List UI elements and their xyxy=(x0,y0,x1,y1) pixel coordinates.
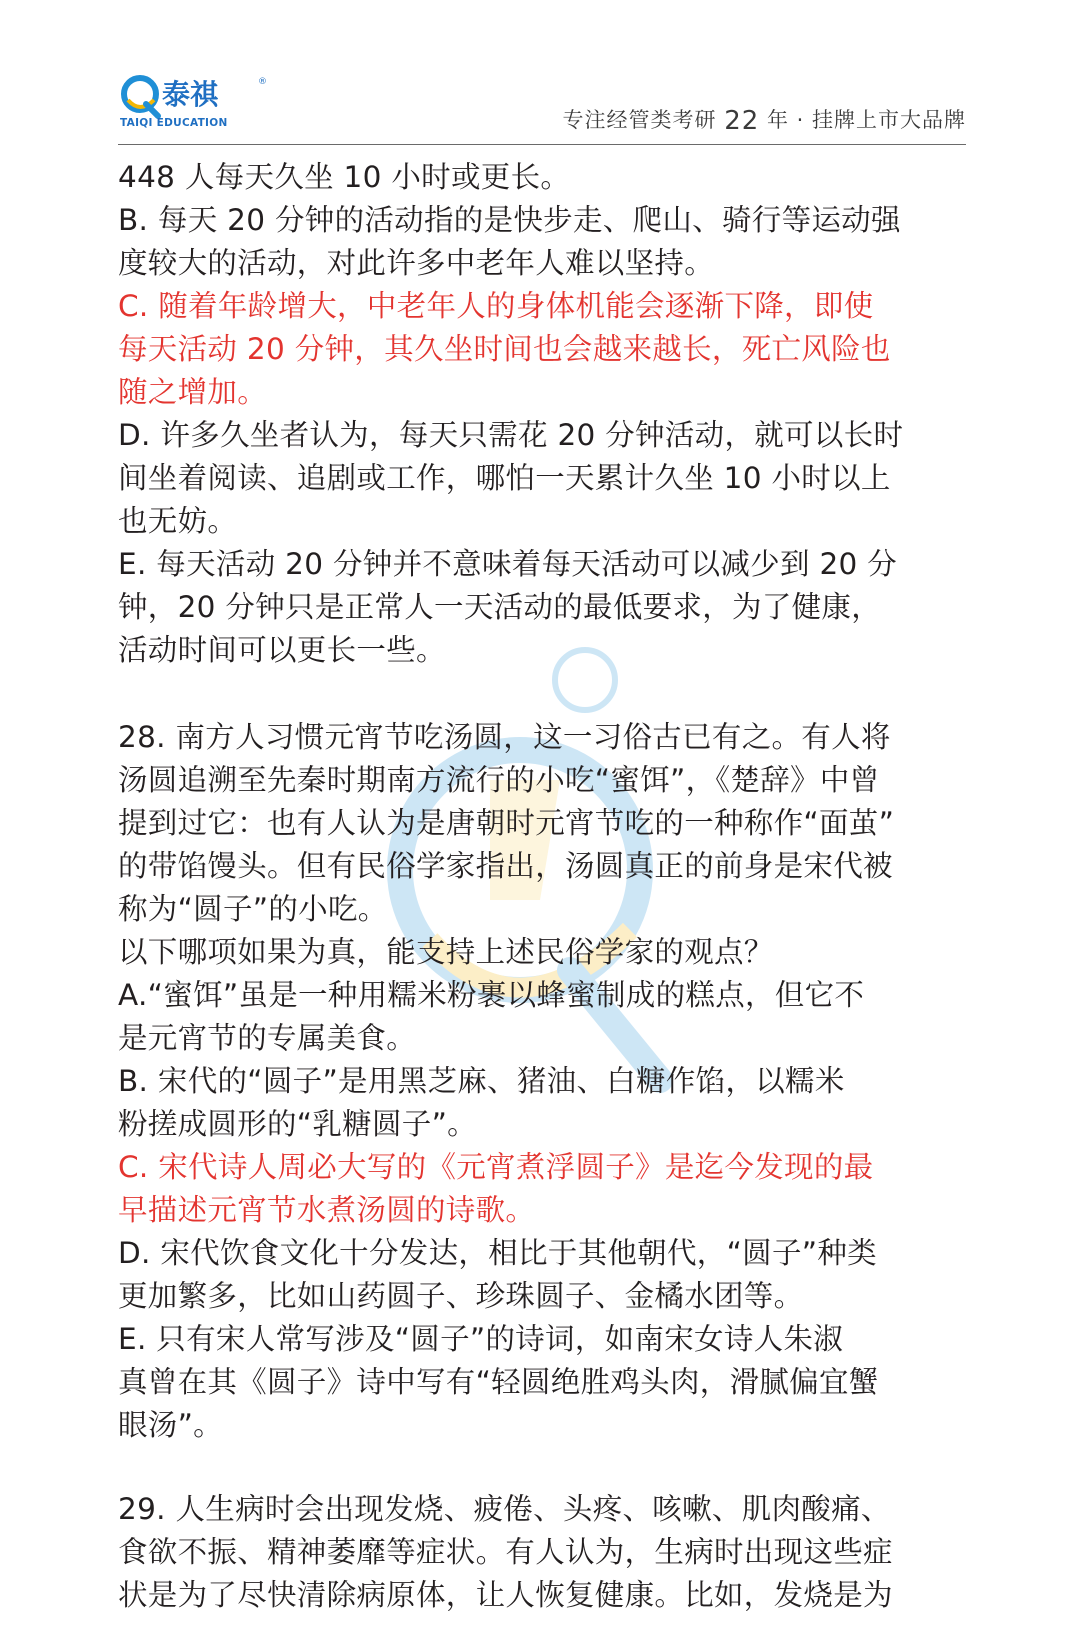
text-line: D. 许多久坐者认为，每天只需花 20 分钟活动，就可以长时 xyxy=(118,418,904,452)
q28-option-a xyxy=(118,974,968,1060)
text-line: 448 人每天久坐 10 小时或更长。 xyxy=(118,160,571,194)
tagline-years: 22 xyxy=(724,106,760,136)
text-line: D. 宋代饮食文化十分发达，相比于其他朝代，“圆子”种类 xyxy=(118,1236,877,1270)
q28-stem xyxy=(118,716,968,931)
page-content xyxy=(118,156,968,1617)
text-line: B. 每天 20 分钟的活动指的是快步走、爬山、骑行等运动强 xyxy=(118,203,901,237)
text-line: 钟，20 分钟只是正常人一天活动的最低要求，为了健康， xyxy=(118,590,882,624)
tagline-suffix: 年 · 挂牌上市大品牌 xyxy=(759,108,966,132)
q28-option-d xyxy=(118,1232,968,1318)
text-line: 每天活动 20 分钟，其久坐时间也会越来越长，死亡风险也 xyxy=(118,332,891,366)
q27-tail xyxy=(118,156,968,199)
text-line: 也无妨。 xyxy=(118,504,238,538)
q27-option-d xyxy=(118,414,968,543)
q27-option-c-answer xyxy=(118,285,968,414)
text-line: C. 随着年龄增大，中老年人的身体机能会逐渐下降，即使 xyxy=(118,289,874,323)
text-line: 早描述元宵节水煮汤圆的诗歌。 xyxy=(118,1193,536,1227)
text-line: 活动时间可以更长一些。 xyxy=(118,633,446,667)
text-line: 的带馅馒头。但有民俗学家指出，汤圆真正的前身是宋代被 xyxy=(118,849,893,883)
text-line: E. 每天活动 20 分钟并不意味着每天活动可以减少到 20 分 xyxy=(118,547,898,581)
text-line: 以下哪项如果为真，能支持上述民俗学家的观点？ xyxy=(118,935,774,969)
spacer xyxy=(118,672,968,716)
text-line: 汤圆追溯至先秦时期南方流行的小吃“蜜饵”，《楚辞》中曾 xyxy=(118,763,880,797)
tagline-prefix: 专注经管类考研 xyxy=(562,108,725,132)
text-line: 食欲不振、精神萎靡等症状。有人认为，生病时出现这些症 xyxy=(118,1535,893,1569)
text-line: 随之增加。 xyxy=(118,375,268,409)
q27-option-b xyxy=(118,199,968,285)
text-line: 是元宵节的专属美食。 xyxy=(118,1021,417,1055)
text-line: C. 宋代诗人周必大写的《元宵煮浮圆子》是迄今发现的最 xyxy=(118,1150,874,1184)
svg-text:®: ® xyxy=(258,77,267,87)
text-line: 间坐着阅读、追剧或工作，哪怕一天累计久坐 10 小时以上 xyxy=(118,461,891,495)
q28-option-e xyxy=(118,1318,968,1447)
q28-option-c-answer xyxy=(118,1146,968,1232)
text-line: 状是为了尽快清除病原体，让人恢复健康。比如，发烧是为 xyxy=(118,1578,893,1612)
taiqi-logo xyxy=(118,70,268,130)
spacer xyxy=(118,1447,968,1488)
q28-question xyxy=(118,931,968,974)
text-line: 眼汤”。 xyxy=(118,1408,223,1442)
q27-option-e xyxy=(118,543,968,672)
text-line: 称为“圆子”的小吃。 xyxy=(118,892,388,926)
text-line: 更加繁多，比如山药圆子、珍珠圆子、金橘水团等。 xyxy=(118,1279,804,1313)
q28-option-b xyxy=(118,1060,968,1146)
text-line: A.“蜜饵”虽是一种用糯米粉裹以蜂蜜制成的糕点，但它不 xyxy=(118,978,865,1012)
text-line: 提到过它：也有人认为是唐朝时元宵节吃的一种称作“面茧” xyxy=(118,806,895,840)
text-line: 度较大的活动，对此许多中老年人难以坚持。 xyxy=(118,246,715,280)
header-divider xyxy=(118,144,966,145)
logo-text: 泰祺 xyxy=(162,78,219,111)
q29-stem xyxy=(118,1488,968,1617)
page-header xyxy=(118,62,966,142)
text-line: 28. 南方人习惯元宵节吃汤圆，这一习俗古已有之。有人将 xyxy=(118,720,891,754)
text-line: 粉搓成圆形的“乳糖圆子”。 xyxy=(118,1107,477,1141)
text-line: B. 宋代的“圆子”是用黑芝麻、猪油、白糖作馅，以糯米 xyxy=(118,1064,845,1098)
logo-subtext: TAIQI EDUCATION xyxy=(120,117,228,129)
text-line: 真曾在其《圆子》诗中写有“轻圆绝胜鸡头肉，滑腻偏宜蟹 xyxy=(118,1365,879,1399)
text-line: E. 只有宋人常写涉及“圆子”的诗词，如南宋女诗人朱淑 xyxy=(118,1322,844,1356)
header-tagline xyxy=(563,104,966,136)
text-line: 29. 人生病时会出现发烧、疲倦、头疼、咳嗽、肌肉酸痛、 xyxy=(118,1492,891,1526)
